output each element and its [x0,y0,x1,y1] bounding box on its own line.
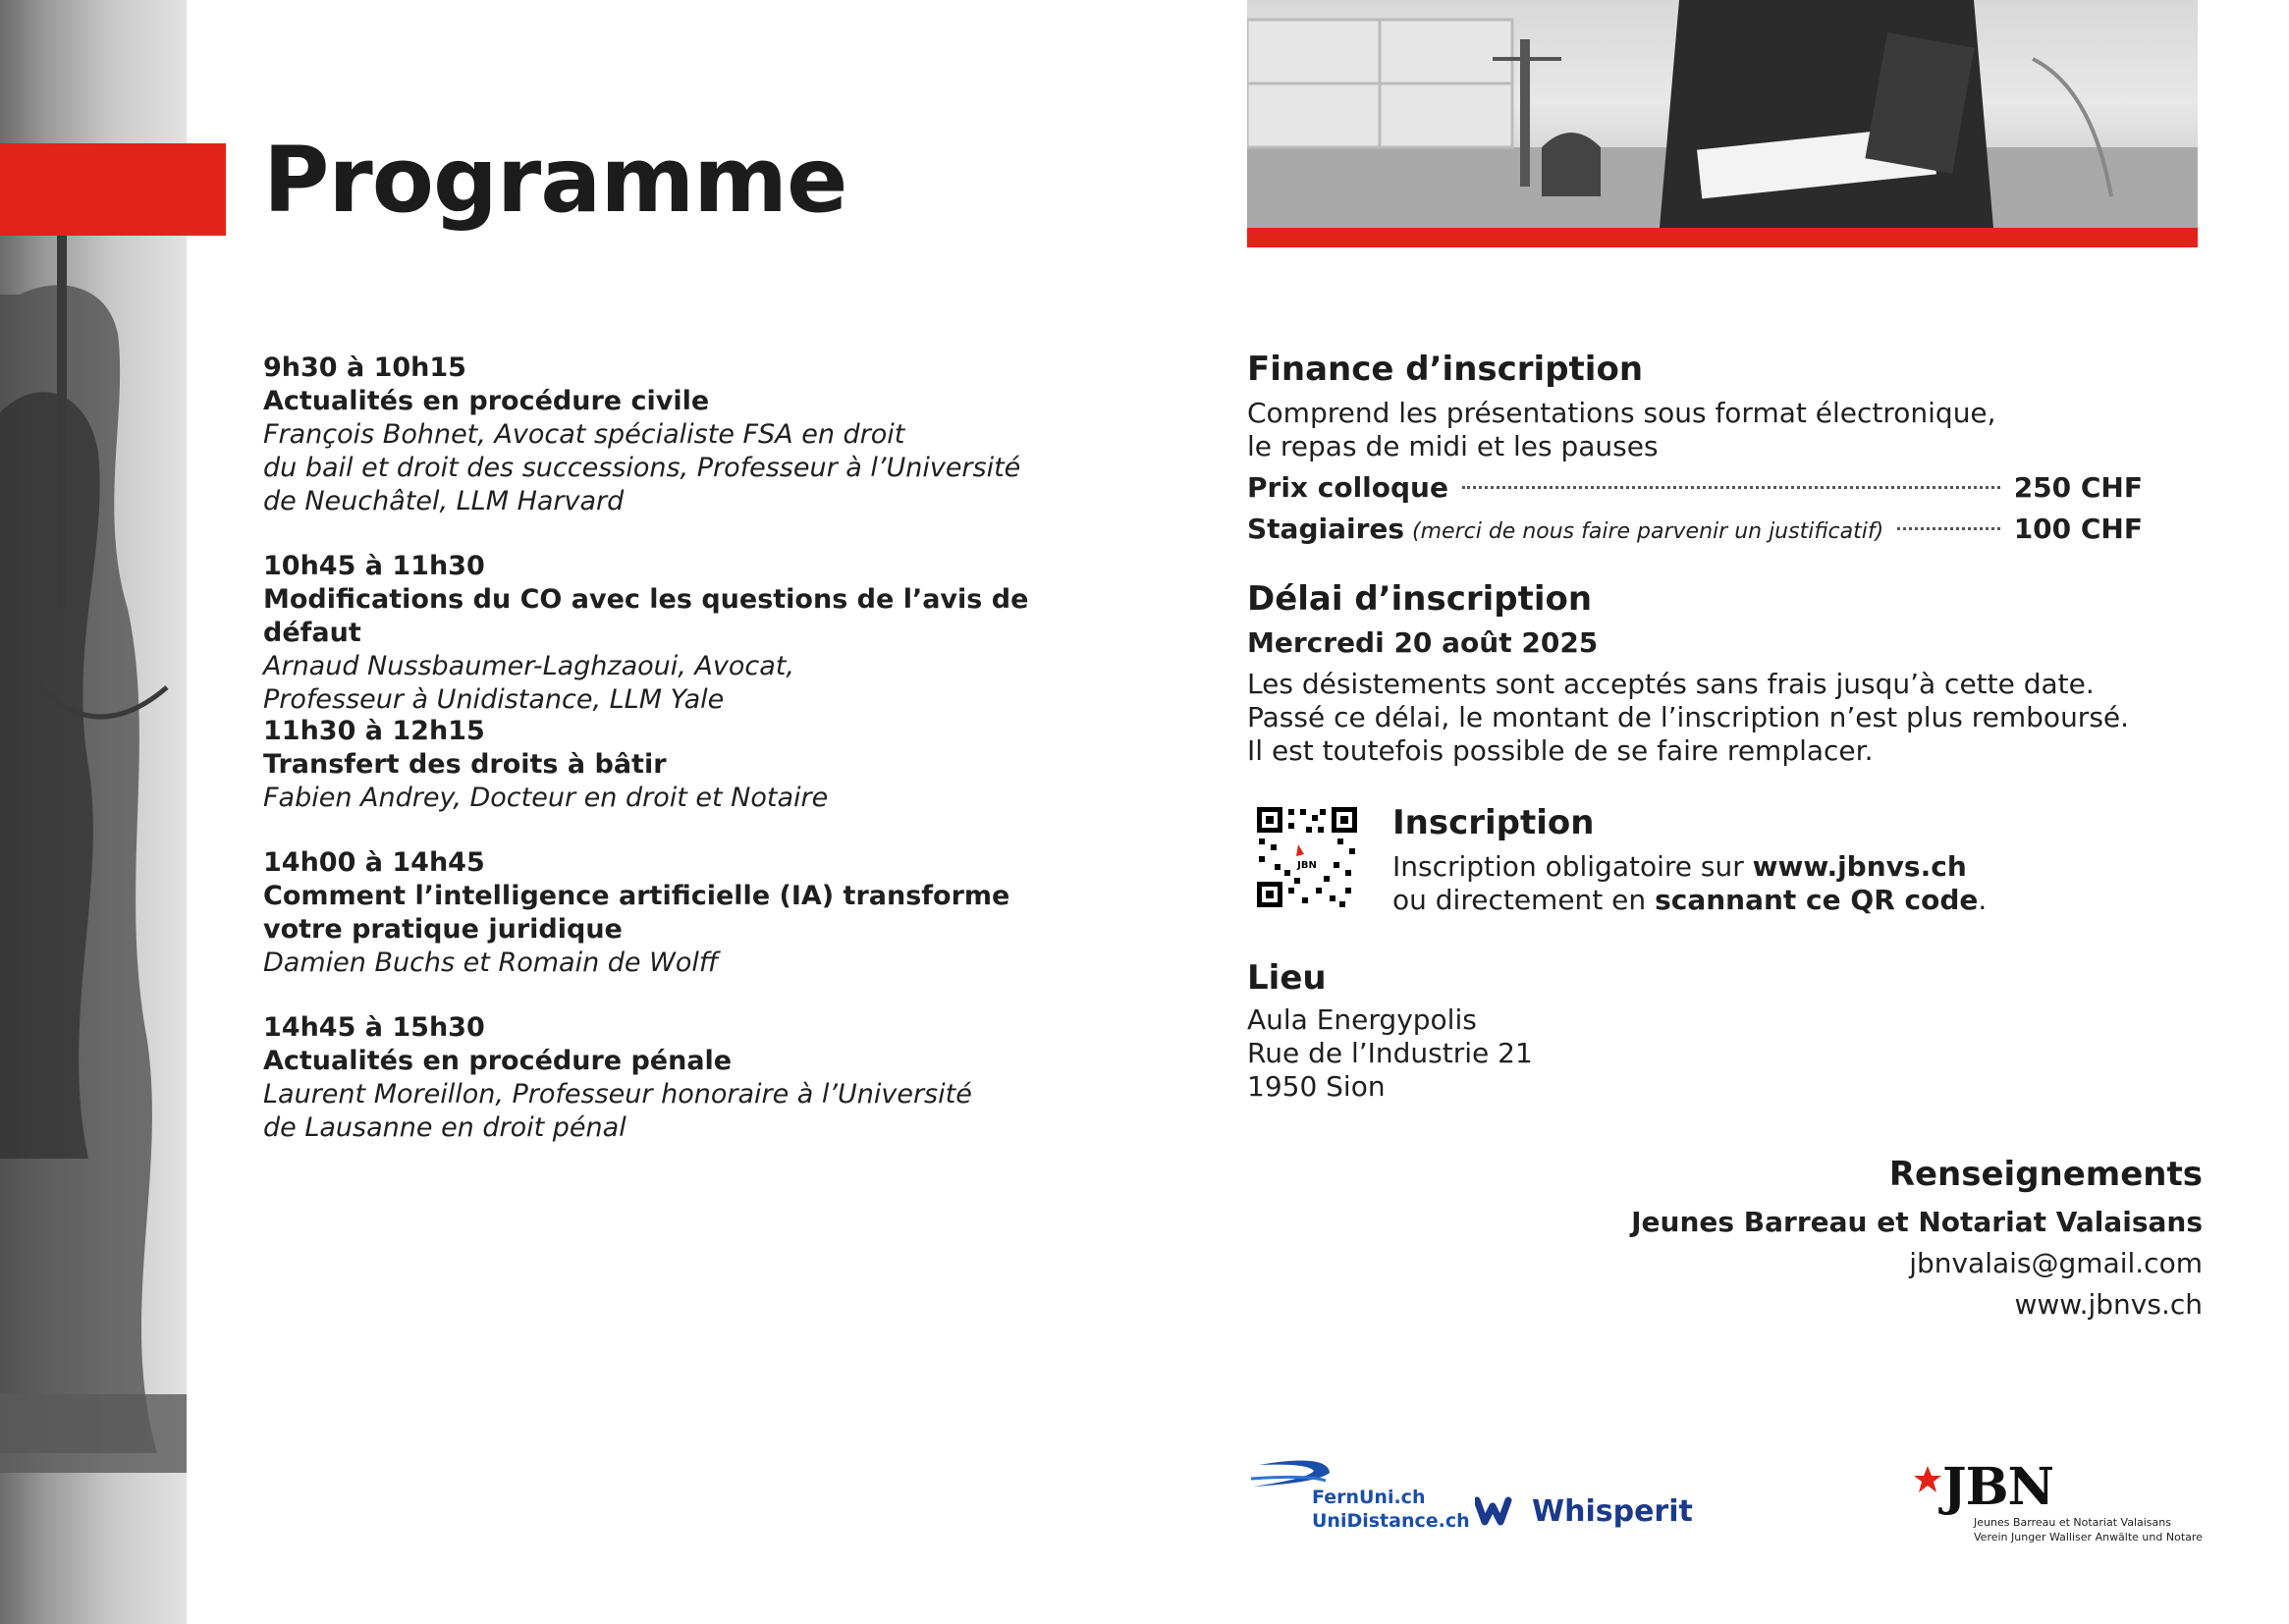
session-speaker: Laurent Moreillon, Professeur honoraire à l’Université de Lausanne en droit pénal [263,1079,972,1143]
price-row-stagiaires [1247,513,2143,550]
session-speaker: François Bohnet, Avocat spécialiste FSA en droit du bail et droit des successions, Professeur à l’Université de Neuchâtel, LLM Harvard [263,419,1021,516]
inscription-text: Inscription obligatoire sur [1392,850,1753,883]
session-4 [263,846,1127,980]
inscription-text: ou directement en [1392,884,1656,916]
unidistance-label: UniDistance.ch [1312,1510,1470,1532]
session-time: 10h45 à 11h30 [263,551,485,581]
session-title: Actualités en procédure civile [263,386,710,416]
lieu-address: Aula Energypolis Rue de l’Industrie 21 1950 Sion [1247,1003,1533,1103]
session-speaker: Arnaud Nussbaumer-Laghzaoui, Avocat, Professeur à Unidistance, LLM Yale [263,651,794,715]
whisperit-label: Whisperit [1532,1494,1693,1529]
inscription-heading: Inscription [1392,803,1595,842]
delai-text: Les désistements sont acceptés sans frais jusqu’à cette date. Passé ce délai, le montant de l’inscription n’est plus remboursé. Il est toutefois possible de se faire remplacer. [1247,668,2130,767]
leader-dots [1462,486,2000,489]
session-title: Transfert des droits à bâtir [263,749,667,780]
fernuni-label: FernUni.ch [1312,1487,1426,1508]
renseignements-email[interactable]: jbnvalais@gmail.com [1909,1247,2203,1279]
red-star-icon [1913,1465,1942,1494]
renseignements-website[interactable]: www.jbnvs.ch [2014,1288,2203,1321]
jbn-subtitle-de: Verein Junger Walliser Anwälte und Notare [1974,1531,2203,1543]
inscription-line-1 [1392,850,1967,884]
inscription-link[interactable]: www.jbnvs.ch [1752,850,1967,883]
qr-code[interactable] [1255,805,1359,909]
whisperit-logo [1475,1494,1691,1534]
svg-text:JBN: JBN [1297,860,1317,871]
session-title: Comment l’intelligence artificielle (IA) transforme votre pratique juridique [263,881,1010,945]
session-title: Modifications du CO avec les questions de l’avis de défaut [263,584,1029,648]
page-title: Programme [263,128,847,233]
jbn-logo [1913,1457,2207,1545]
price-label: Prix colloque [1247,471,1448,504]
delai-date: Mercredi 20 août 2025 [1247,626,1599,659]
lawyer-desk-photo [1247,0,2198,228]
session-1 [263,352,1127,518]
jbn-subtitle-fr: Jeunes Barreau et Notariat Valaisans [1974,1516,2171,1529]
renseignements-heading: Renseignements [1888,1155,2203,1194]
finance-heading: Finance d’inscription [1247,350,1644,389]
whisperit-mark-icon [1475,1496,1524,1526]
session-title: Actualités en procédure pénale [263,1046,733,1076]
justice-statue-image [0,0,187,1624]
session-time: 11h30 à 12h15 [263,716,485,746]
finance-text: Comprend les présentations sous format électronique, le repas de midi et les pauses [1247,397,1996,462]
session-time: 14h00 à 14h45 [263,847,485,878]
session-speaker: Damien Buchs et Romain de Wolff [263,947,719,978]
session-3 [263,715,1127,815]
jbn-wordmark: JBN [1942,1457,2054,1517]
price-note: (merci de nous faire parvenir un justificatif) [1412,519,1884,544]
session-speaker: Fabien Andrey, Docteur en droit et Notaire [263,783,829,813]
inscription-text: . [1978,884,1988,916]
session-time: 9h30 à 10h15 [263,352,466,383]
session-5 [263,1011,1127,1145]
price-value: 250 CHF [2013,471,2143,504]
price-label: Stagiaires [1247,513,1405,545]
inscription-qr-text: scannant ce QR code [1655,884,1979,916]
price-value: 100 CHF [2013,513,2143,545]
red-accent-band [0,143,226,236]
price-row-colloque [1247,471,2143,509]
lieu-heading: Lieu [1247,958,1327,998]
inscription-line-2 [1392,884,1987,917]
fernuni-logo [1249,1457,1470,1536]
delai-heading: Délai d’inscription [1247,579,1593,619]
session-2 [263,550,1127,717]
leader-dots [1897,527,2000,530]
session-time: 14h45 à 15h30 [263,1012,485,1043]
red-accent-bar [1247,228,2198,247]
renseignements-org: Jeunes Barreau et Notariat Valaisans [1631,1206,2203,1238]
